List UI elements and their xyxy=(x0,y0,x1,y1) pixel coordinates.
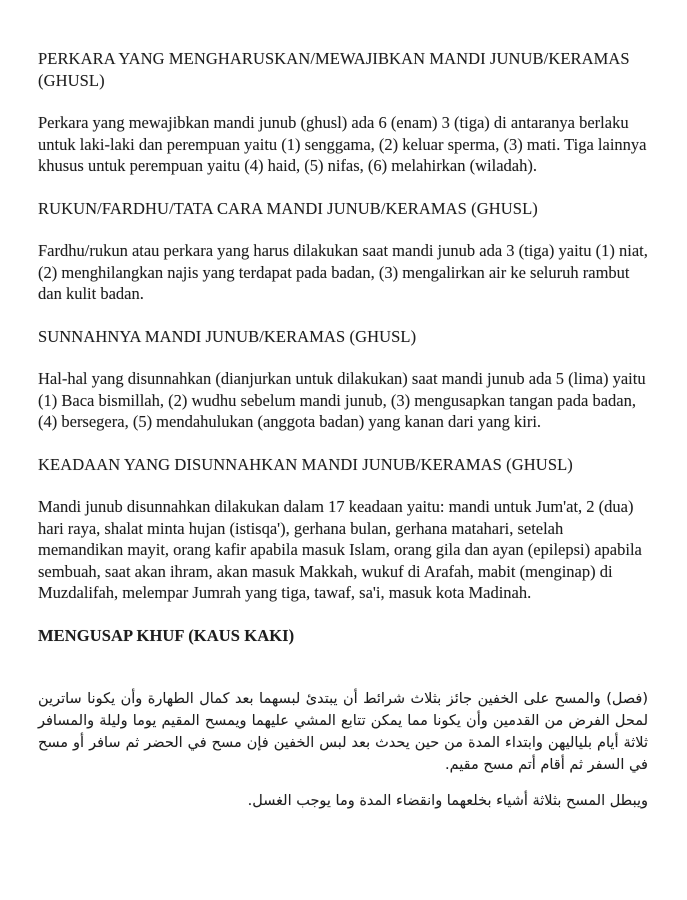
section-heading-rukun-fardhu: RUKUN/FARDHU/TATA CARA MANDI JUNUB/KERAMAS (GHUSL) xyxy=(38,198,538,218)
paragraph-perkara-mewajibkan-mandi: Perkara yang mewajibkan mandi junub (ghusl) ada 6 (enam) 3 (tiga) di antaranya berlaku untuk laki-laki dan perempuan yaitu (1) senggama, (2) keluar sperma, (3) mati. Tiga lainnya khusus untuk perempuan yaitu (4) haid, (5) nifas, (6) melahirkan (wiladah). xyxy=(38,113,647,175)
paragraph-rukun-fardhu: Fardhu/rukun atau perkara yang harus dilakukan saat mandi junub ada 3 (tiga) yaitu (1) niat, (2) menghilangkan najis yang terdapat pada badan, (3) mengalirkan air ke seluruh rambut dan kulit badan. xyxy=(38,241,648,303)
arabic-closing-line: ويبطل المسح بثلاثة أشياء بخلعهما وانقضاء المدة وما يوجب الغسل. xyxy=(247,793,648,809)
paragraph-sunnahnya-mandi: Hal-hal yang disunnahkan (dianjurkan untuk dilakukan) saat mandi junub ada 5 (lima) yaitu (1) Baca bismillah, (2) wudhu sebelum mandi junub, (3) mengusapkan tangan pada badan, (4) bersegera, (5) mendahulukan (anggota badan) yang kanan dari yang kiri. xyxy=(38,369,646,431)
section-heading-mengusap-khuf: MENGUSAP KHUF (KAUS KAKI) xyxy=(38,625,295,645)
arabic-paragraph-mash-khuffain: (فصل) والمسح على الخفين جائز بثلاث شرائط أن يبتدئ لبسهما بعد كمال الطهارة وأن يكونا ساترين لمحل الفرض من القدمين وأن يكونا مما يمكن تتابع المشي عليهما ويمسح المقيم يوما وليلة والمسافر ثلاثة أيام بلياليهن وابتداء المدة من حين يحدث بعد لبس الخفين فإن مسح في الحضر ثم سافر أو مسح في السفر ثم أقام أتم مسح مقيم. xyxy=(38,691,648,773)
section-heading-sunnahnya-mandi: SUNNAHNYA MANDI JUNUB/KERAMAS (GHUSL) xyxy=(38,326,417,346)
section-heading-keadaan-disunnahkan: KEADAAN YANG DISUNNAHKAN MANDI JUNUB/KERAMAS (GHUSL) xyxy=(38,454,573,474)
paragraph-keadaan-disunnahkan: Mandi junub disunnahkan dilakukan dalam 17 keadaan yaitu: mandi untuk Jum'at, 2 (dua) hari raya, shalat minta hujan (istisqa'), gerhana bulan, gerhana matahari, setelah memandikan mayit, orang kafir apabila masuk Islam, orang gila dan ayan (epilepsi) apabila sembuah, saat akan ihram, akan masuk Makkah, wukuf di Arafah, mabit (menginap) di Muzdalifah, melempar Jumrah yang tiga, tawaf, sa'i, masuk kota Madinah. xyxy=(38,497,642,602)
section-heading-perkara-mewajibkan-mandi: PERKARA YANG MENGHARUSKAN/MEWAJIBKAN MANDI JUNUB/KERAMAS (GHUSL) xyxy=(38,49,630,90)
